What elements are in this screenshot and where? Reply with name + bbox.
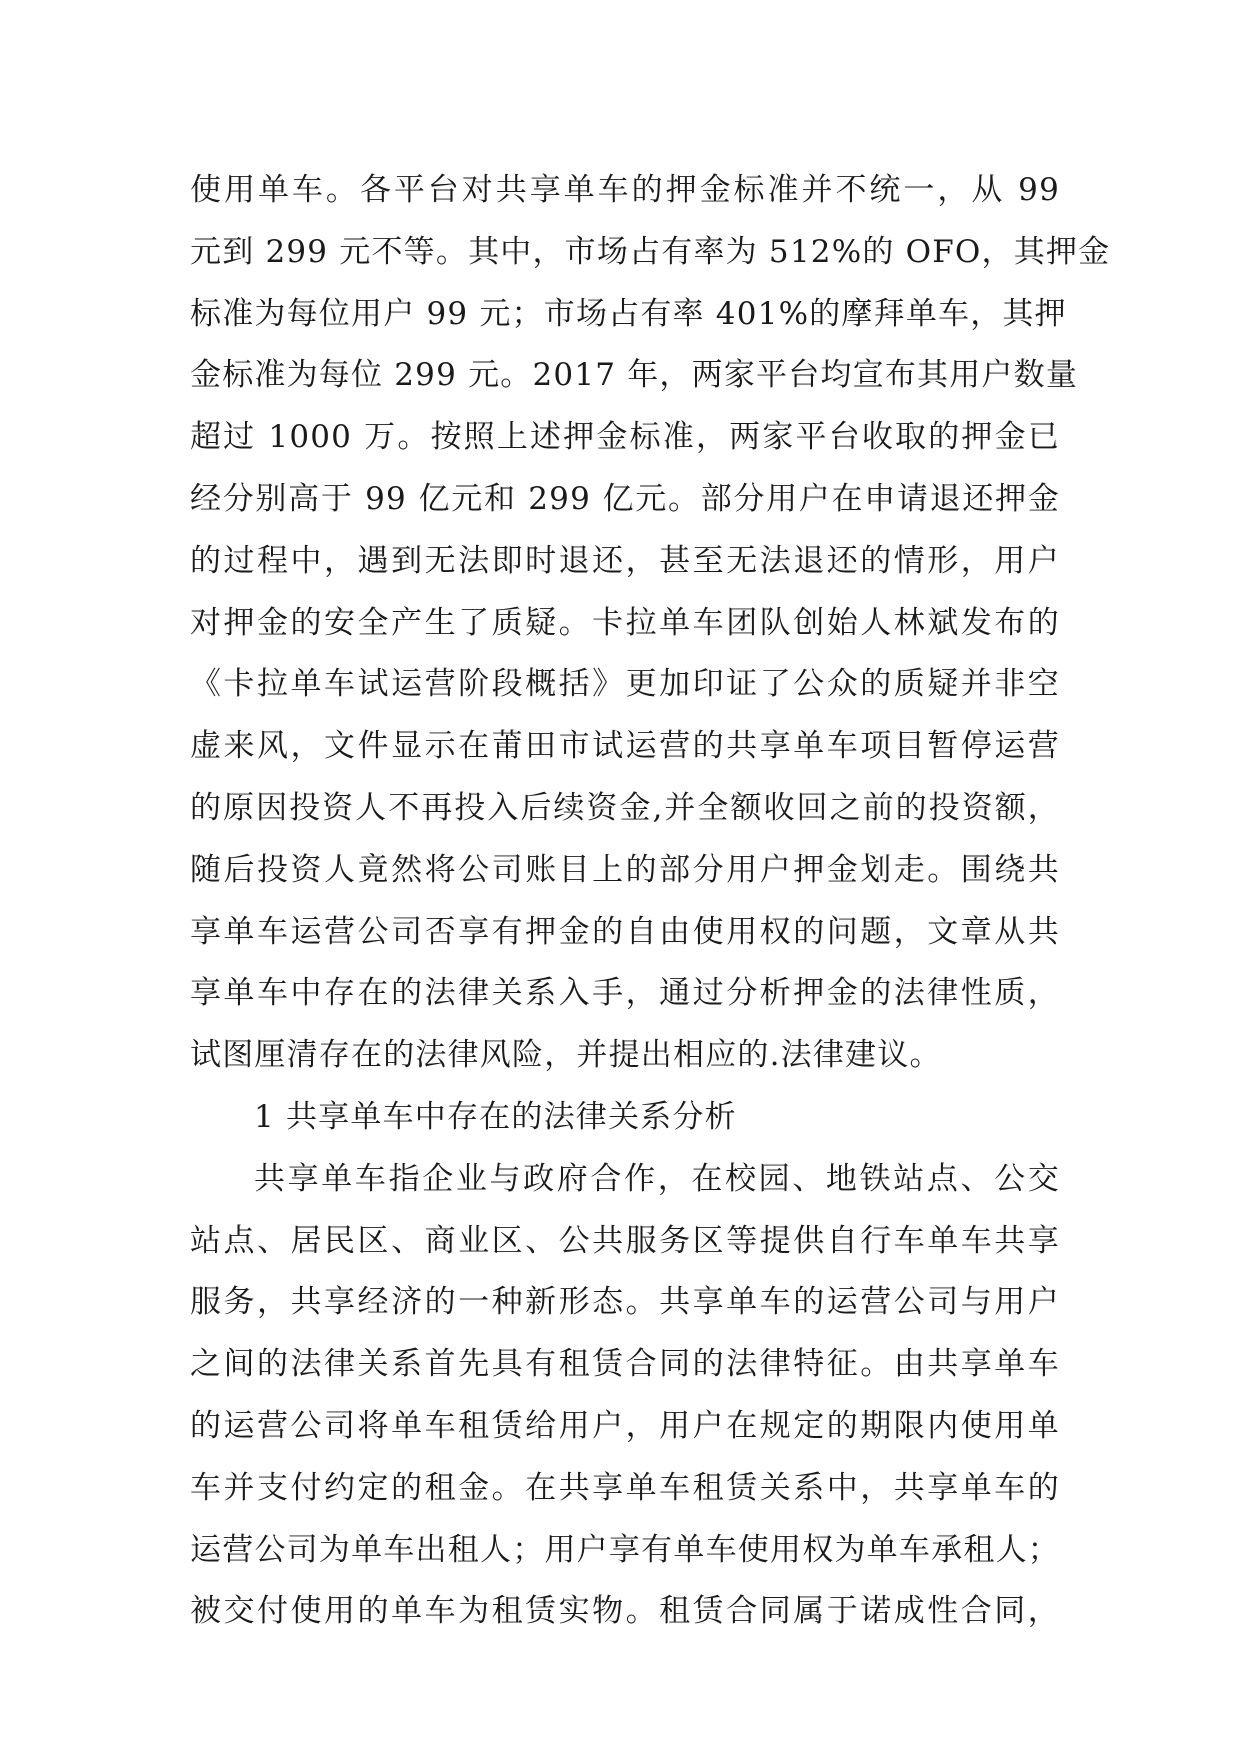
text-line: 的过程中，遇到无法即时退还，甚至无法退还的情形，用户 [190, 542, 1060, 579]
text-line: 站点、居民区、商业区、公共服务区等提供自行车单车共享 [190, 1222, 1060, 1259]
text-line: 被交付使用的单车为租赁实物。租赁合同属于诺成性合同， [190, 1593, 1060, 1630]
text-line: 的运营公司将单车租赁给用户，用户在规定的期限内使用单 [190, 1407, 1060, 1444]
text-line: 标准为每位用户 99 元；市场占有率 401%的摩拜单车，其押 [190, 295, 1067, 332]
text-line: 金标准为每位 299 元。2017 年，两家平台均宣布其用户数量 [190, 357, 1079, 394]
text-line: 运营公司为单车出租人；用户享有单车使用权为单车承租人； [190, 1531, 1060, 1568]
text-line: 试图厘清存在的法律风险，并提出相应的.法律建议。 [190, 1037, 942, 1074]
text-line: 《卡拉单车试运营阶段概括》更加印证了公众的质疑并非空 [190, 666, 1060, 703]
paragraph-押金标准 [190, 160, 1111, 1087]
section-heading: 1 共享单车中存在的法律关系分析 [254, 1098, 737, 1135]
text-line: 元到 299 元不等。其中，市场占有率为 512%的 OFO，其押金 [190, 233, 1111, 270]
text-line: 享单车运营公司否享有押金的自由使用权的问题，文章从共 [190, 913, 1060, 950]
paragraph-法律关系 [190, 1149, 1060, 1643]
text-line: 共享单车指企业与政府合作，在校园、地铁站点、公交 [254, 1160, 1060, 1197]
text-line: 的原因投资人不再投入后续资金,并全额收回之前的投资额， [190, 789, 1060, 826]
text-line: 虚来风，文件显示在莆田市试运营的共享单车项目暂停运营 [190, 728, 1060, 765]
text-line: 经分别高于 99 亿元和 299 亿元。部分用户在申请退还押金 [190, 480, 1060, 517]
body-text [190, 160, 1111, 1643]
text-line: 之间的法律关系首先具有租赁合同的法律特征。由共享单车 [190, 1346, 1060, 1383]
text-line: 使用单车。各平台对共享单车的押金标准并不统一，从 99 [190, 172, 1060, 208]
text-line: 对押金的安全产生了质疑。卡拉单车团队创始人林斌发布的 [190, 604, 1060, 641]
text-line: 随后投资人竟然将公司账目上的部分用户押金划走。围绕共 [190, 851, 1060, 888]
text-line: 超过 1000 万。按照上述押金标准，两家平台收取的押金已 [190, 419, 1060, 456]
text-line: 享单车中存在的法律关系入手，通过分析押金的法律性质， [190, 975, 1060, 1012]
text-line: 车并支付约定的租金。在共享单车租赁关系中，共享单车的 [190, 1469, 1060, 1506]
text-line: 服务，共享经济的一种新形态。共享单车的运营公司与用户 [190, 1284, 1060, 1321]
